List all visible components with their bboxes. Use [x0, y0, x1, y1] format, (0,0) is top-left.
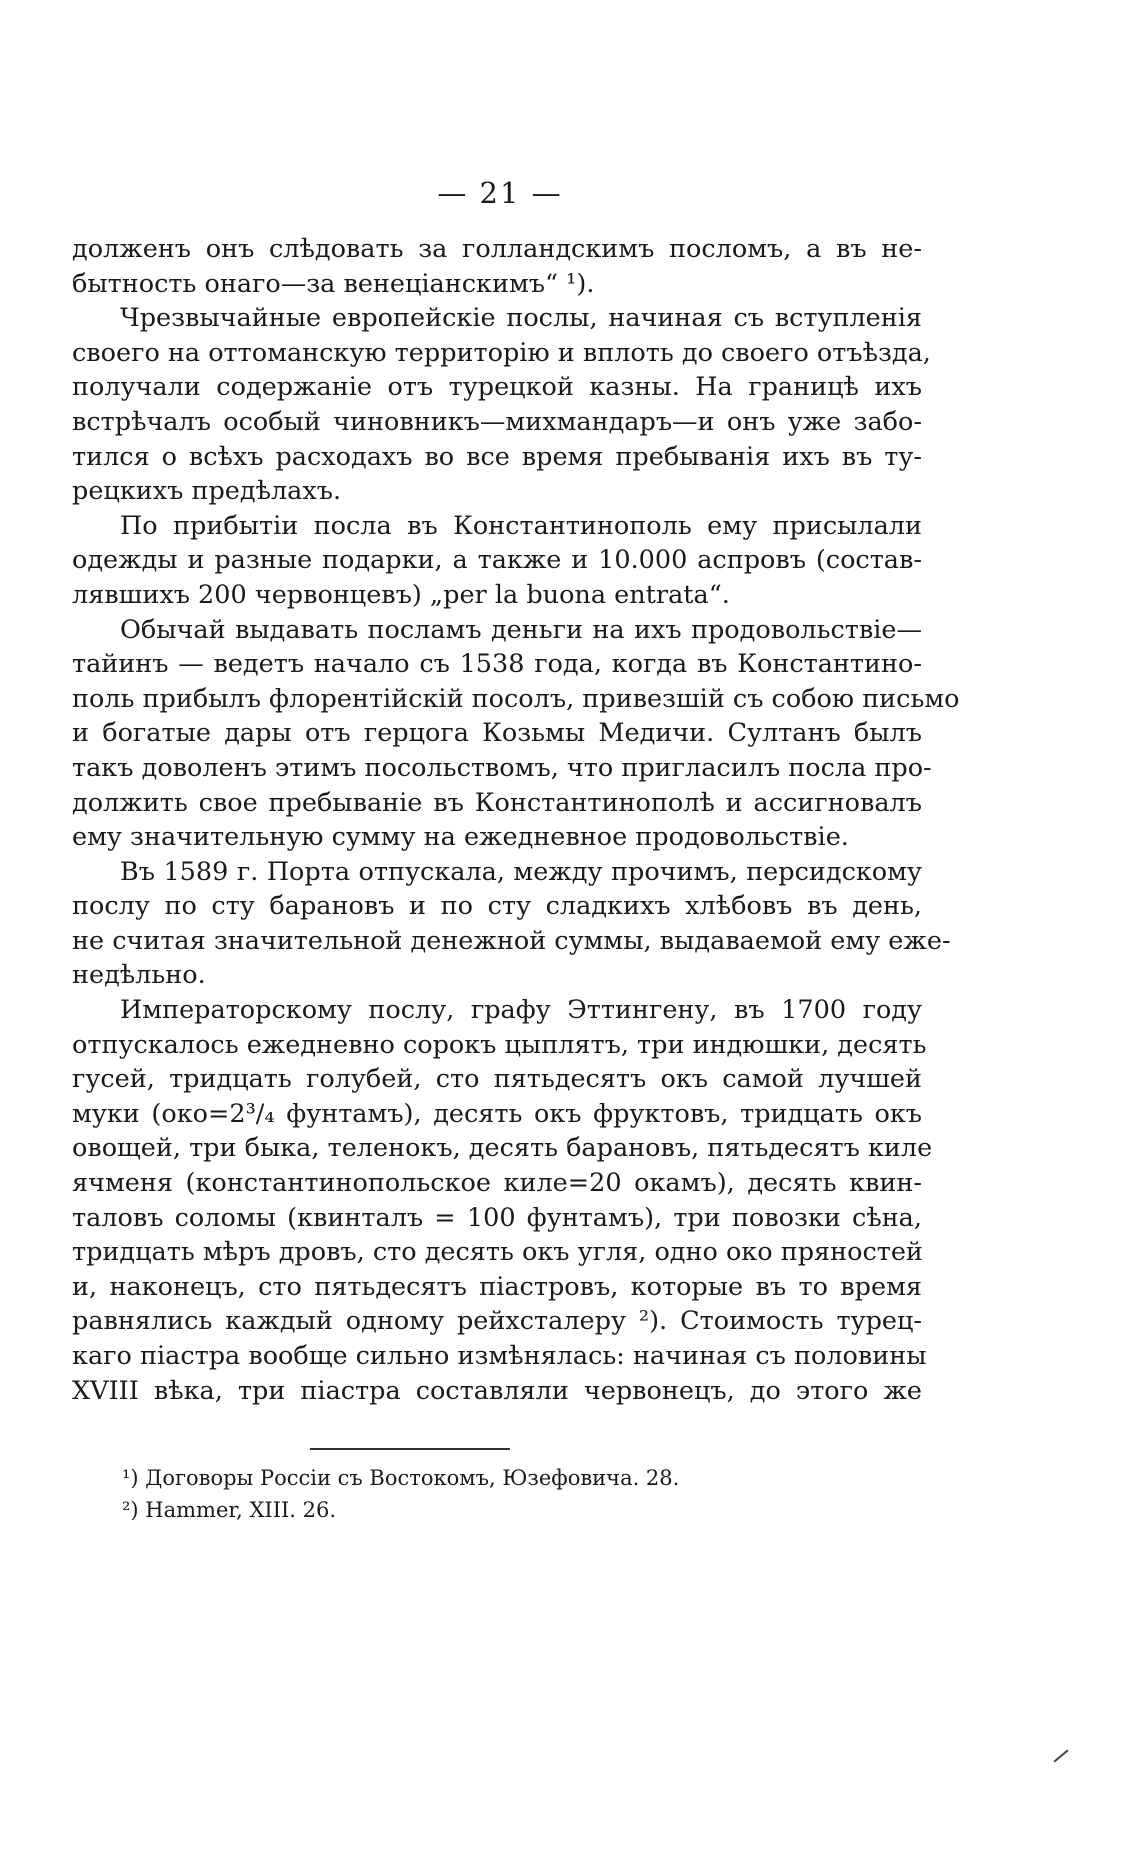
pen-mark	[1053, 1749, 1068, 1762]
text-line: не считая значительной денежной суммы, выдаваемой ему еже-	[72, 925, 951, 956]
text-line: Въ 1589 г. Порта отпускала, между прочимъ, персидскому	[120, 856, 922, 887]
text-line: бытность онаго—за венеціанскимъ“ ¹).	[72, 268, 595, 299]
footnote-divider	[310, 1448, 510, 1450]
text-line: своего на оттоманскую территорію и вплоть до своего отъѣзда,	[72, 337, 931, 368]
text-line: овощей, три быка, теленокъ, десять барановъ, пятьдесятъ киле	[72, 1133, 933, 1164]
text-line: XVIII вѣка, три піастра составляли червонецъ, до этого же	[72, 1375, 922, 1406]
text-line: должить свое пребываніе въ Константинополѣ и ассигновалъ	[72, 787, 922, 818]
text-line: и, наконецъ, сто пятьдесятъ піастровъ, которые въ то время	[72, 1271, 922, 1302]
text-line: послу по сту барановъ и по сту сладкихъ хлѣбовъ въ день,	[72, 891, 922, 922]
page-number: — 21 —	[437, 176, 563, 210]
text-line: отпускалось ежедневно сорокъ цыплятъ, три индюшки, десять	[72, 1029, 927, 1060]
text-line: одежды и разные подарки, а также и 10.000 аспровъ (состав-	[72, 545, 922, 576]
text-line: гусей, тридцать голубей, сто пятьдесятъ окъ самой лучшей	[72, 1064, 922, 1095]
text-line: Императорскому послу, графу Эттингену, въ 1700 году	[120, 995, 922, 1026]
text-line: долженъ онъ слѣдовать за голландскимъ посломъ, а въ не-	[72, 234, 922, 264]
text-line: тридцать мѣръ дровъ, сто десять окъ угля, одно око пряностей	[72, 1237, 923, 1268]
text-line: муки (око=2³/₄ фунтамъ), десять окъ фруктовъ, тридцать окъ	[72, 1098, 922, 1129]
text-line: ему значительную сумму на ежедневное продовольствіе.	[72, 822, 849, 853]
text-line: каго піастра вообще сильно измѣнялась: начиная съ половины	[72, 1341, 927, 1371]
footnote-1: ¹) Договоры Россіи съ Востокомъ, Юзефовича. 28.	[122, 1466, 680, 1490]
text-line: недѣльно.	[72, 960, 206, 991]
text-line: встрѣчалъ особый чиновникъ—михмандаръ—и онъ уже забо-	[72, 406, 922, 437]
text-line: и богатые дары отъ герцога Козьмы Медичи. Султанъ былъ	[72, 718, 922, 749]
body-text	[72, 232, 960, 1408]
footnotes	[122, 1462, 822, 1526]
text-line: равнялись каждый одному рейхсталеру ²). Стоимость турец-	[72, 1306, 922, 1337]
footnote-2: ²) Hammer, XIII. 26.	[122, 1498, 337, 1522]
text-line: Обычай выдавать посламъ деньги на ихъ продовольствіе—	[120, 614, 922, 645]
text-line: тился о всѣхъ расходахъ во все время пребыванія ихъ въ ту-	[72, 441, 922, 472]
text-line: рецкихъ предѣлахъ.	[72, 476, 342, 507]
text-line: ячменя (константинопольское киле=20 окамъ), десять квин-	[72, 1168, 922, 1199]
text-line: поль прибылъ флорентійскій посолъ, привезшій съ собою письмо	[72, 683, 960, 714]
text-line: тайинъ — ведетъ начало съ 1538 года, когда въ Константино-	[72, 649, 922, 680]
text-line: Чрезвычайные европейскіе послы, начиная съ вступленія	[120, 303, 922, 334]
text-line: таловъ соломы (квинталъ = 100 фунтамъ), три повозки сѣна,	[72, 1202, 922, 1233]
text-line: По прибытіи посла въ Константинополь ему присылали	[120, 510, 922, 541]
text-line: получали содержаніе отъ турецкой казны. На границѣ ихъ	[72, 372, 922, 403]
text-line: лявшихъ 200 червонцевъ) „per la buona entrata“.	[72, 579, 730, 610]
text-line: такъ доволенъ этимъ посольствомъ, что пригласилъ посла про-	[72, 752, 932, 783]
